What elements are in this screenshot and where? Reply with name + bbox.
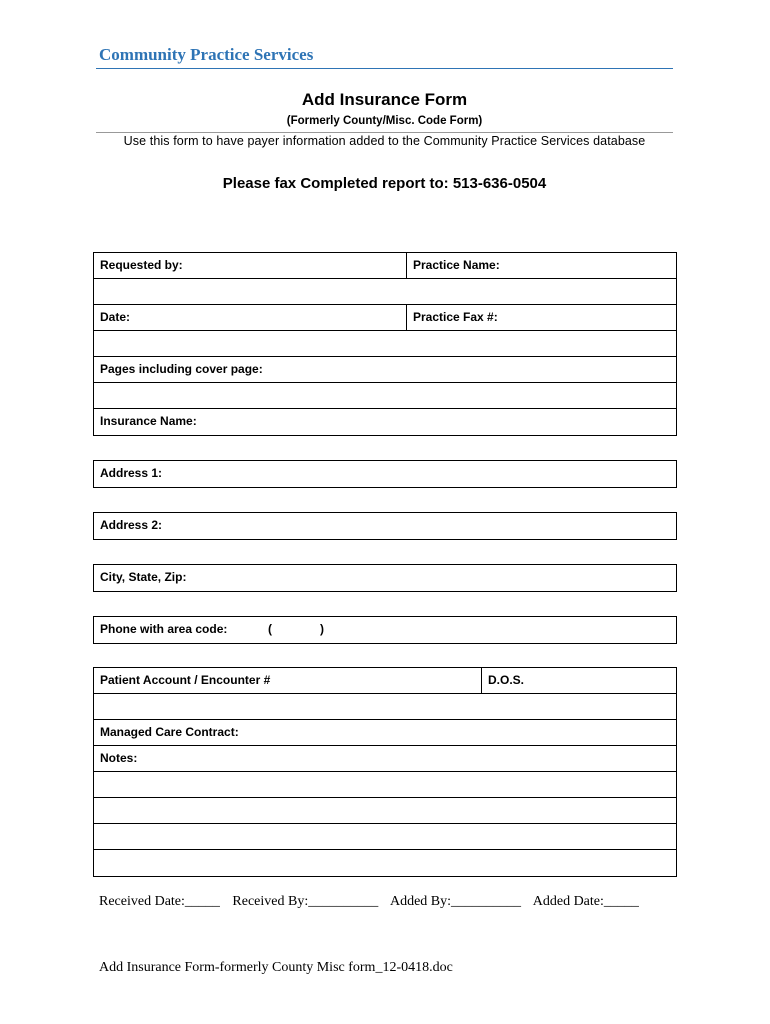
practice-fax-label: Practice Fax #: bbox=[406, 305, 676, 330]
table-row bbox=[94, 565, 676, 591]
notes-line[interactable] bbox=[94, 772, 676, 798]
requested-by-label: Requested by: bbox=[100, 258, 183, 272]
address1-box[interactable] bbox=[93, 460, 677, 488]
received-date: Received Date:_____ bbox=[99, 894, 220, 909]
table-row bbox=[94, 383, 676, 409]
table-row bbox=[94, 461, 676, 487]
date-label: Date: bbox=[100, 310, 131, 324]
table-row bbox=[94, 513, 676, 539]
table-row bbox=[94, 331, 676, 357]
phone-box[interactable] bbox=[93, 616, 677, 644]
table-row bbox=[94, 668, 676, 694]
managed-care-label: Managed Care Contract: bbox=[100, 725, 239, 739]
subtitle-rule bbox=[96, 132, 673, 133]
form-intro: Use this form to have payer information added to the Community Practice Services database bbox=[123, 134, 646, 148]
practice-name-label: Practice Name: bbox=[406, 253, 676, 278]
address2-label: Address 2: bbox=[100, 518, 163, 532]
patient-account-field[interactable] bbox=[94, 694, 481, 719]
organization-header: Community Practice Services bbox=[99, 45, 314, 64]
patient-account-label: Patient Account / Encounter # bbox=[100, 673, 271, 687]
phone-open-paren: ( bbox=[268, 622, 272, 636]
date-field[interactable] bbox=[94, 331, 406, 356]
practice-fax-field[interactable] bbox=[406, 331, 676, 356]
table-row bbox=[94, 279, 676, 305]
dos-label: D.O.S. bbox=[481, 668, 676, 693]
table-row bbox=[94, 746, 676, 772]
table-row bbox=[94, 357, 676, 383]
form-subtitle: (Formerly County/Misc. Code Form) bbox=[286, 115, 483, 127]
table-row bbox=[94, 409, 676, 435]
header-rule bbox=[96, 68, 673, 69]
phone-close-paren: ) bbox=[320, 622, 324, 636]
added-by: Added By:__________ bbox=[389, 894, 522, 909]
table-row bbox=[94, 617, 676, 643]
requester-info-table bbox=[93, 252, 677, 436]
notes-line[interactable] bbox=[94, 850, 676, 876]
form-title: Add Insurance Form bbox=[301, 90, 468, 109]
fax-instruction: Please fax Completed report to: 513-636-0504 bbox=[222, 175, 547, 192]
received-info bbox=[99, 894, 648, 910]
added-date: Added Date:_____ bbox=[532, 894, 639, 909]
notes-line[interactable] bbox=[94, 798, 676, 824]
phone-label: Phone with area code: bbox=[100, 622, 228, 636]
address2-box[interactable] bbox=[93, 512, 677, 540]
dos-field[interactable] bbox=[481, 694, 676, 719]
table-row bbox=[94, 253, 676, 279]
account-notes-table bbox=[93, 667, 677, 877]
document-footer: Add Insurance Form-formerly County Misc form_12-0418.doc bbox=[99, 960, 453, 975]
pages-label: Pages including cover page: bbox=[100, 362, 263, 376]
address1-label: Address 1: bbox=[100, 466, 163, 480]
table-row bbox=[94, 720, 676, 746]
pages-field[interactable] bbox=[94, 383, 676, 408]
city-state-zip-label: City, State, Zip: bbox=[100, 570, 187, 584]
received-by: Received By:__________ bbox=[232, 894, 379, 909]
notes-line[interactable] bbox=[94, 824, 676, 850]
practice-name-field[interactable] bbox=[406, 279, 676, 304]
table-row bbox=[94, 305, 676, 331]
table-row bbox=[94, 694, 676, 720]
notes-label: Notes: bbox=[100, 751, 138, 765]
requested-by-field[interactable] bbox=[94, 279, 406, 304]
city-state-zip-box[interactable] bbox=[93, 564, 677, 592]
insurance-name-label: Insurance Name: bbox=[100, 414, 197, 428]
